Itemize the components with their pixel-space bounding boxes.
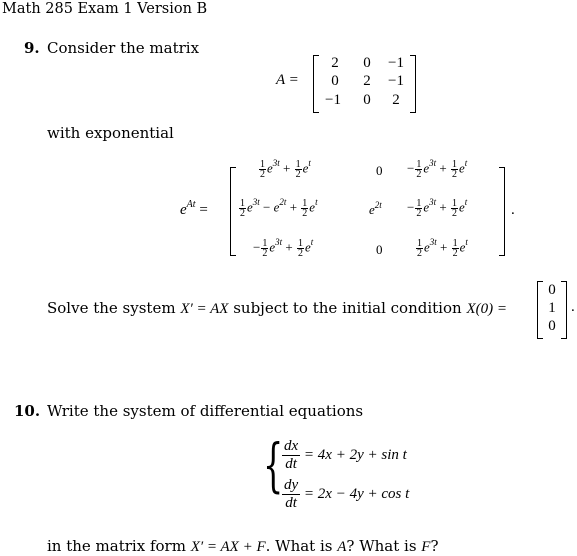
exp-superscript: At <box>186 199 196 210</box>
exp-matrix-cell: $\frac{1}{2}$ $e^{3t}$ + $\frac{1}{2}$ $e^t$ <box>260 158 311 180</box>
exp-matrix-left-bracket <box>230 167 236 256</box>
problem-9-intro: Consider the matrix <box>47 39 200 57</box>
problem-10-intro: Write the system of differential equations <box>47 402 364 420</box>
exp-matrix-right-bracket <box>499 167 505 256</box>
exp-matrix-cell: $\frac{1}{2}$ $e^{3t} - e^{2t}$ + $\frac{1}{2}$ $e^t$ <box>240 197 318 219</box>
initial-vector-right-bracket <box>561 281 567 339</box>
exp-base: e <box>180 202 187 218</box>
exp-matrix-period: . <box>511 202 515 218</box>
exp-matrix-cell: − $\frac{1}{2}$ $e^{3t}$ + $\frac{1}{2}$ $e^t$ <box>407 197 468 219</box>
exp-matrix-cell: $\frac{1}{2}$ $e^{3t}$ + $\frac{1}{2}$ $e^t$ <box>417 237 468 259</box>
initial-vector-cell: 0 <box>548 318 556 334</box>
solve-end-period: . <box>571 299 575 315</box>
matrix-a-right-bracket <box>410 55 416 113</box>
matrix-a-cell: 2 <box>392 92 400 108</box>
problem-10-number: 10. <box>14 402 41 420</box>
matrix-a-cell: 0 <box>363 55 371 71</box>
matrix-a-cell: 2 <box>331 55 339 71</box>
exp-matrix-cell: − $\frac{1}{2}$ $e^{3t}$ + $\frac{1}{2}$ $e^t$ <box>407 158 468 180</box>
system-left-brace: { <box>263 431 284 499</box>
exam-header: Math 285 Exam 1 Version B <box>2 1 208 17</box>
solve-instruction: Solve the system X′ = AX subject to the initial condition X(0) = <box>47 299 507 317</box>
exp-matrix-cell: 0 <box>376 242 383 257</box>
initial-vector-cell: 0 <box>548 282 556 298</box>
problem-9-number: 9. <box>24 39 40 57</box>
equation-2: $\frac{dy}{dt}$ = 2x − 4y + cos t <box>284 477 410 511</box>
matrix-a-cell: 0 <box>331 73 339 89</box>
exp-matrix-cell: 0 <box>376 163 383 178</box>
matrix-a-cell: 0 <box>363 92 371 108</box>
exp-equals: = <box>199 202 208 218</box>
exp-matrix-cell: $e^{2t}$ <box>369 200 382 217</box>
matrix-a-cell: −1 <box>325 92 341 108</box>
with-exponential-text: with exponential <box>47 124 174 142</box>
initial-vector-cell: 1 <box>548 300 556 316</box>
equation-1: $\frac{dx}{dt}$ = 4x + 2y + sin t <box>284 438 407 472</box>
matrix-a-cell: 2 <box>363 73 371 89</box>
matrix-a-label: A = <box>276 72 299 88</box>
exp-matrix-label <box>180 199 208 219</box>
matrix-a-cell: −1 <box>388 73 404 89</box>
problem-10-question: in the matrix form X′ = AX + F. What is A? What is F? <box>47 537 439 555</box>
matrix-a-cell: −1 <box>388 55 404 71</box>
exp-matrix-cell: − $\frac{1}{2}$ $e^{3t}$ + $\frac{1}{2}$ $e^t$ <box>253 237 314 259</box>
